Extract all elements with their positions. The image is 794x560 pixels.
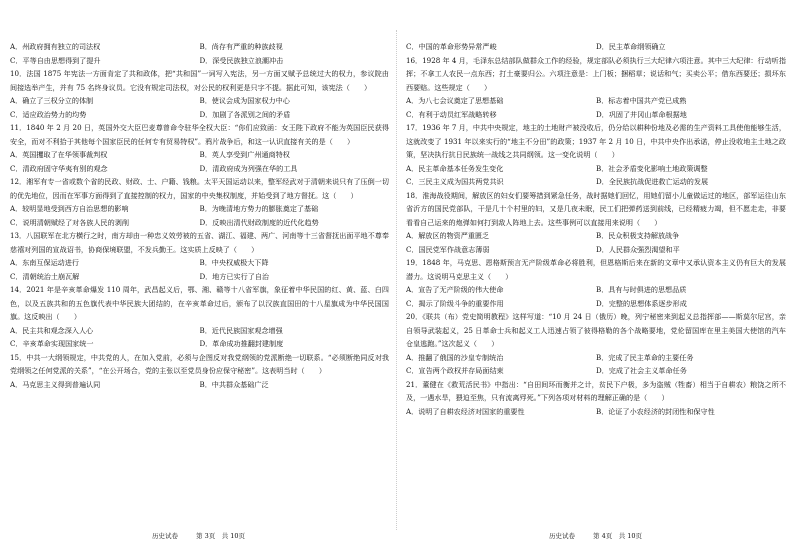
answer-options-row xyxy=(406,405,786,419)
answer-options-row xyxy=(406,283,786,297)
answer-option: A．东南互保运动进行 xyxy=(10,258,79,267)
answer-option: A．民主共和观念深入人心 xyxy=(10,325,94,335)
answer-option: B．中央权威极大下降 xyxy=(199,258,269,267)
question-stem: 11．1840 年 2 月 20 日，英国外交大臣巴麦尊曾命令驻华全权大臣：“你们应致函：女王陛下政府不能为英国臣民获得安全，而对不利拾于其他每个国家臣民的任何专有贸易特权”。鸦片战争后，和这一认识直接有关的是（ ） xyxy=(10,123,389,146)
answer-options-row xyxy=(406,243,786,257)
question-stem: 14．2021 年是辛亥革命爆发 110 周年，武昌起义后，鄂、湘、赣等十八省军旗，象征着中华民国的红、黄、蓝、白四色，以及五族共和的五色旗代表中华民族大团结的，在辛亥革命过后，颁布了以汉族直国田的十八星旗成为中华民国国旗。这反映出（ ） xyxy=(10,285,389,321)
answer-options-row xyxy=(10,337,389,351)
answer-options-row xyxy=(10,378,389,392)
answer-option: B．论证了小农经济的封闭性和保守性 xyxy=(596,406,715,416)
answer-options-row xyxy=(10,94,389,108)
answer-options-row xyxy=(10,270,389,284)
footer-subject: 历史试卷 xyxy=(548,532,575,540)
answer-option: D．民主革命纲领确立 xyxy=(596,42,666,51)
answer-option: D．清政府成为列强在华的工具 xyxy=(199,163,298,173)
answer-options-row xyxy=(406,297,786,311)
answer-options-row xyxy=(406,162,786,176)
answer-option: D．完整的思想体系逐步形成 xyxy=(596,298,687,308)
answer-options-row xyxy=(10,40,389,54)
answer-option: C．清政府固守华夷有别的观念 xyxy=(10,163,108,173)
answer-options-row xyxy=(10,216,389,230)
page-footer-right xyxy=(397,531,794,540)
answer-options-row xyxy=(10,162,389,176)
answer-option: A．为八七会议奠定了思想基础 xyxy=(406,96,504,105)
answer-option: C．中国的革命形势异常严峻 xyxy=(406,42,497,51)
answer-option: A．确立了三权分立的体制 xyxy=(10,96,94,105)
question-stem: 10．法国 1875 年宪法一方面肯定了共和政体，把“共和国”一词写入宪法，另一方面又赋予总统过大的权力，参议院由间接选举产生，并有 75 名终身议员。它没有规定司法权，对公民的权利更是只字不提。据此可知，该宪法（ ） xyxy=(10,69,389,92)
answer-options-row xyxy=(10,148,389,162)
answer-options-row xyxy=(10,324,389,338)
answer-options-row xyxy=(10,256,389,270)
answer-options-row xyxy=(10,54,389,68)
answer-option: A．马克思主义得到普遍认同 xyxy=(10,379,101,389)
answer-options-row xyxy=(10,108,389,122)
answer-options-row xyxy=(406,108,786,122)
answer-options-row xyxy=(406,229,786,243)
answer-option: C．揭示了阶级斗争的重要作用 xyxy=(406,298,504,308)
answer-option: A．英国攫取了在华领事裁判权 xyxy=(10,150,108,159)
answer-option: B．完成了民主革命的主要任务 xyxy=(596,352,694,362)
answer-option: C．适应政治势力的均势 xyxy=(10,109,87,119)
answer-option: D．革命成功推翻封建制度 xyxy=(199,339,284,348)
answer-option: B．尚存有严重的种族歧视 xyxy=(199,42,283,51)
answer-options-row xyxy=(406,175,786,189)
answer-option: B．使议会成为国家权力中心 xyxy=(199,96,290,105)
answer-options-row xyxy=(406,351,786,365)
exam-page-right xyxy=(397,0,794,560)
answer-option: D．全民族抗战促进救亡运动的发展 xyxy=(596,177,709,186)
answer-option: A．州政府拥有独立的司法权 xyxy=(10,42,101,51)
question-column-right xyxy=(397,40,794,516)
question-stem: 18．淮海战役期间，解放区的妇女们要筹措到紧急任务，战时据她们回忆，用她们留小儿童做运过的地区，部军运往山东省沂方的国民党部队，干是几十个村里的妇，又是几夜未眠，民工们把弹药送到前线，已经精疲力竭，但不愿走走，非要看看自己运来的炮弹如何打到敌人阵地上去。这些事例可以直接用来说明（ ） xyxy=(406,190,786,227)
answer-option: C．清朝统治土崩瓦解 xyxy=(10,271,80,281)
answer-options-row xyxy=(10,202,389,216)
answer-option: D．完成了社会主义革命任务 xyxy=(596,366,687,375)
answer-option: C．说明清朝赋经了对各族人民的剥削 xyxy=(10,217,129,227)
answer-option: A．解放区的物资严重匮乏 xyxy=(406,231,490,240)
answer-option: B．标志着中国共产党已成熟 xyxy=(596,96,687,105)
question-column-left xyxy=(0,40,397,516)
answer-option: B．具有与时俱进的思想品质 xyxy=(596,285,687,294)
answer-option: B．为晚清地方势力的膨胀奠定了基础 xyxy=(199,204,319,213)
answer-option: B．近代民族国家观念增强 xyxy=(199,325,283,335)
footer-page-number: 第 4页 共 10页 xyxy=(593,532,643,540)
answer-option: D．地方已实行了自治 xyxy=(199,271,270,281)
footer-page-number: 第 3页 共 10页 xyxy=(196,532,246,540)
answer-option: A．宣告了无产阶级的伟大使命 xyxy=(406,285,504,294)
answer-option: D．深受民族独立浪潮冲击 xyxy=(199,55,284,65)
answer-option: C．有利于动员红军战略转移 xyxy=(406,109,497,119)
question-stem: 17．1936 年 7 月，中共中央规定，地主的土地财产被没收后，仍分给以耕种份地及必需的生产资料工具使他能够生活，这就改变了 1931 年以来实行的“地主不分田”的政策；1937 年 2 月 10 日，中共中央作出承诺，停止没收地主土地之政策，坚决执行抗日民族统一战线之共同纲领。这一变化说明（ ） xyxy=(406,123,786,159)
answer-option: A．说明了自耕农经济对国家的重要性 xyxy=(406,406,525,416)
question-stem: 20．《联共（布）党史简明教程》这样写道：“10 月 24 日（俄历）晚，列宁秘密来到起义总指挥部——斯莫尔尼宫，亲自领导武装起义，25 日革命士兵和起义工人迅速占领了彼得格勒的各个战略要地，党伦留国库在里主美国大使馆的汽车仓皇逃跑。”这次起义（ ） xyxy=(406,312,786,348)
footer-subject: 历史试卷 xyxy=(151,532,178,540)
answer-option: C．国民党军作战意志薄弱 xyxy=(406,244,490,254)
answer-option: B．社会矛盾变化影响土地政策调整 xyxy=(596,163,708,173)
answer-option: D．巩固了井冈山革命根据地 xyxy=(596,109,687,119)
question-stem: 15．中共一大纲领规定，中共党的人，在加入党前，必须与企图反对我党纲领的党派断绝一切联系。“必须断绝同反对我党纲领之任何党派的关系”，“在公开场合，党的主张以至党员身份应保守秘密”。这表明当时（ ） xyxy=(10,352,389,375)
answer-options-row xyxy=(406,94,786,108)
question-stem: 12．湘军有专一省或数个省的民政、财政、士、户籍、钱粮。太平天国运动以来，整军经武对于清朝来说只有了压倒一切的优先地位，因而在军事方面得到了直接控制的权力，国家的中央集权制度，并始受到了地方督抚。这（ ） xyxy=(10,177,389,200)
answer-option: D．加剧了各派别之间的矛盾 xyxy=(199,109,291,119)
answer-option: C．宣告两个政权并存局面结束 xyxy=(406,366,504,375)
question-stem: 16．1928 年 4 月，毛泽东总结部队做群众工作的经验，规定部队必须执行三大纪律六项注意。其中三大纪律：行动听指挥；不拿工人农民一点东西；打土豪要归公。六项注意是：上门板；捆稻草；说话和气；买卖公平；借东西要还；损坏东西要赔。这些规定（ ） xyxy=(406,55,786,92)
answer-option: B．英人享受到广州通商特权 xyxy=(199,150,290,159)
answer-option: D．反映出清代财政制度的近代化趋势 xyxy=(199,217,319,227)
answer-options-row xyxy=(406,40,786,54)
answer-option: D．人民群众强烈渴望和平 xyxy=(596,244,680,254)
question-stem: 19．1848 年，马克思、恩格斯预言无产阶级革命必将胜利，但恩格斯后来在新的文章中又承认资本主义仍有巨大的发展潜力。这说明马克思主义（ ） xyxy=(406,258,786,281)
answer-option: A．较明显地受到西方自治思想的影响 xyxy=(10,204,129,213)
answer-option: C．三民主义成为国共两党共识 xyxy=(406,177,504,186)
answer-option: C．平等自由思想得到了提升 xyxy=(10,55,101,65)
answer-option: C．辛亥革命实现国家统一 xyxy=(10,339,94,348)
question-stem: 21．董健在《救荒活民书》中指出：“自田间环而衡并之计，贫民下户极，多为盗贼（牲畜）相当于自耕农）粮饶之所不及，一遇水旱，猥迫至焦，只有流离殍死。”下列各项对材料的理解正确的是（ ） xyxy=(406,379,786,402)
question-stem: 13．八国联军在北方横行之时，南方却由一种忠义效劳被的五省、湖江、福建、两广、河南等十三省督抚出面平地不尊奉慈禧对列国的宣战诏书，协商保境联盟，不发兵勤王。这实质上反映了（ ） xyxy=(10,231,389,254)
answer-option: A．民主革命基本任务发生变化 xyxy=(406,163,504,173)
answer-option: B．中共群众基础广泛 xyxy=(199,379,269,389)
answer-option: A．推翻了俄国的沙皇专制统治 xyxy=(406,352,504,362)
answer-option: B．民众积极支持解放战争 xyxy=(596,231,680,240)
answer-options-row xyxy=(406,364,786,378)
page-footer-left xyxy=(0,531,397,540)
